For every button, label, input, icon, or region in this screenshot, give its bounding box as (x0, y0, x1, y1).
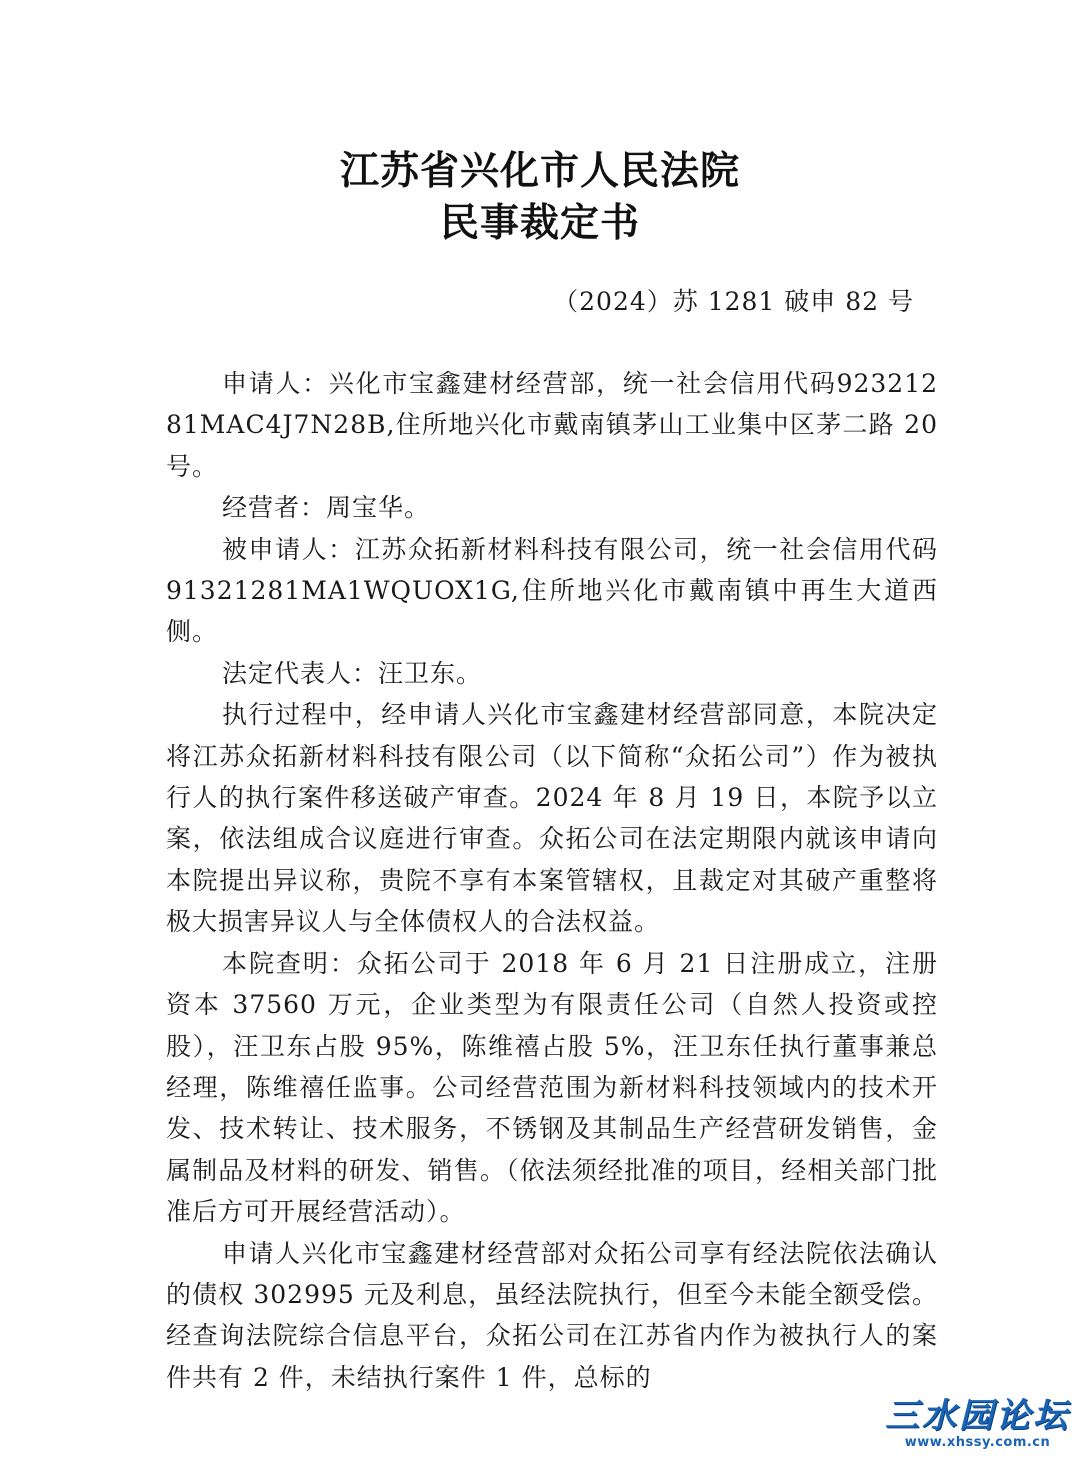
paragraph-findings: 本院查明：众拓公司于 2018 年 6 月 21 日注册成立，注册资本 37560 万元，企业类型为有限责任公司（自然人投资或控股），汪卫东占股 95%，陈维禧占股 5%，汪卫东任执行董事兼总经理，陈维禧任监事。公司经营范围为新材料科技领域内的技术开发、技术转让、技术服务，不锈钢及其制品生产经营研发销售，金属制品及材料的研发、销售。（依法须经批准的项目，经相关部门批准后方可开展经营活动）。 (166, 948, 938, 1227)
paragraph-claims: 申请人兴化市宝鑫建材经营部对众拓公司享有经法院依法确认的债权 302995 元及利息，虽经法院执行，但至今未能全额受偿。经查询法院综合信息平台，众拓公司在江苏省内作为被执行人的案件共有 2 件，未结执行案件 1 件，总标的 (166, 1238, 938, 1392)
forum-watermark (885, 1397, 1070, 1450)
paragraph-procedure: 执行过程中，经申请人兴化市宝鑫建材经营部同意，本院决定将江苏众拓新材料科技有限公司（以下简称“众拓公司”）作为被执行人的执行案件移送破产审查。2024 年 8 月 19 日，本院予以立案，依法组成合议庭进行审查。众拓公司在法定期限内就该申请向本院提出异议称，贵院不享有本案管辖权，且裁定对其破产重整将极大损害异议人与全体债权人的合法权益。 (166, 700, 938, 937)
document-body (166, 363, 938, 1398)
paragraph-operator: 经营者：周宝华。 (222, 493, 431, 523)
paragraph-applicant: 申请人：兴化市宝鑫建材经营部，统一社会信用代码92321281MAC4J7N28B,住所地兴化市戴南镇茅山工业集中区茅二路 20 号。 (166, 369, 938, 481)
paragraph-respondent: 被申请人：江苏众拓新材料科技有限公司，统一社会信用代码 91321281MA1WQUOX1G,住所地兴化市戴南镇中再生大道西侧。 (166, 534, 938, 647)
document-type: 民事裁定书 (439, 200, 640, 246)
watermark-url: www.xhssy.com.cn (904, 1435, 1051, 1450)
watermark-title: 三水园论坛 (885, 1396, 1070, 1436)
case-number: （2024）苏 1281 破申 82 号 (553, 287, 914, 316)
paragraph-legal-representative: 法定代表人：汪卫东。 (222, 658, 483, 688)
court-name: 江苏省兴化市人民法院 (339, 148, 740, 194)
